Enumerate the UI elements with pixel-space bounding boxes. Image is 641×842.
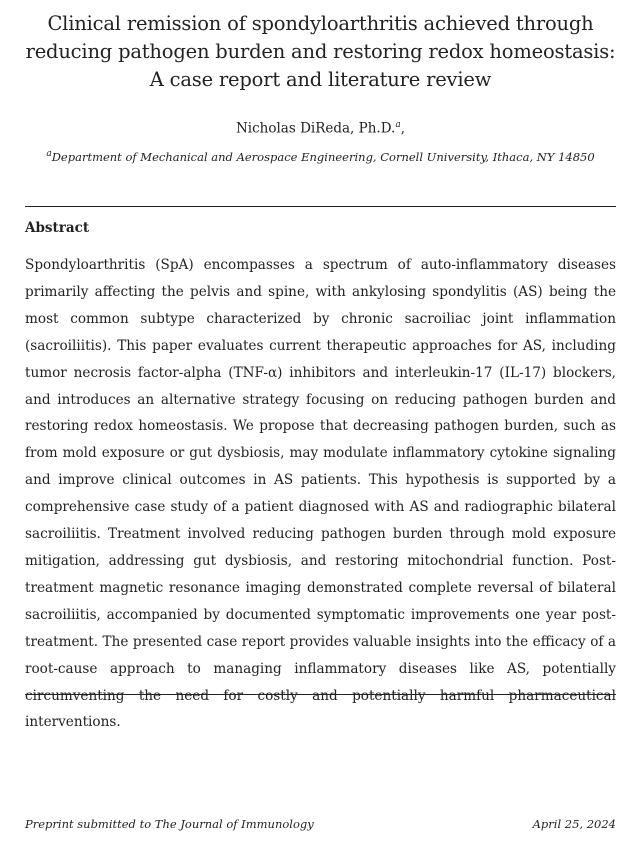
abstract-body: Spondyloarthritis (SpA) encompasses a spectrum of auto-inflammatory diseases primarily affecting the pelvis and spine, with ankylosing spondylitis (AS) being the most common subtype characterized by chronic sacroiliac joint inflammation (sacroiliitis). This paper evaluates current therapeutic approaches for AS, including tumor necrosis factor-alpha (TNF-α) inhibitors and interleukin-17 (IL-17) blockers, and introduces an alternative strategy focusing on reducing pathogen burden and restoring redox homeostasis. We propose that decreasing pathogen burden, such as from mold exposure or gut dysbiosis, may modulate inflammatory cytokine signaling and improve clinical outcomes in AS patients. This hypothesis is supported by a comprehensive case study of a patient diagnosed with AS and radiographic bilateral sacroiliitis. Treatment involved reducing pathogen burden through mold exposure mitigation, addressing gut dysbiosis, and restoring mitochondrial function. Post-treatment magnetic resonance imaging demonstrated complete reversal of bilateral sacroiliitis, accompanied by documented symptomatic improvements one year post-treatment. The presented case report provides valuable insights into the efficacy of a root-cause approach to managing inflammatory diseases like AS, potentially circumventing the need for costly and potentially harmful pharmaceutical interventions.: [25, 257, 616, 731]
abstract-heading: Abstract: [25, 220, 90, 236]
abstract-bottom-rule: [25, 694, 616, 695]
author-suffix: ,: [400, 120, 406, 137]
affiliation-text: Department of Mechanical and Aerospace Engineering, Cornell University, Ithaca, NY 14850: [51, 149, 595, 164]
abstract-top-rule: [25, 206, 616, 207]
affiliation-line: [0, 145, 641, 166]
paper-title: Clinical remission of spondyloarthritis achieved through reducing pathogen burden and restoring redox homeostasis: A case report and literature review: [25, 12, 616, 91]
author-affiliation-marker: a: [395, 120, 401, 130]
footer-date: April 25, 2024: [532, 817, 616, 831]
author-line: [0, 115, 641, 139]
footer-submission-note: Preprint submitted to The Journal of Immunology: [25, 817, 314, 831]
affiliation-marker: a: [46, 149, 52, 159]
author-name: Nicholas DiReda, Ph.D.: [235, 120, 396, 137]
